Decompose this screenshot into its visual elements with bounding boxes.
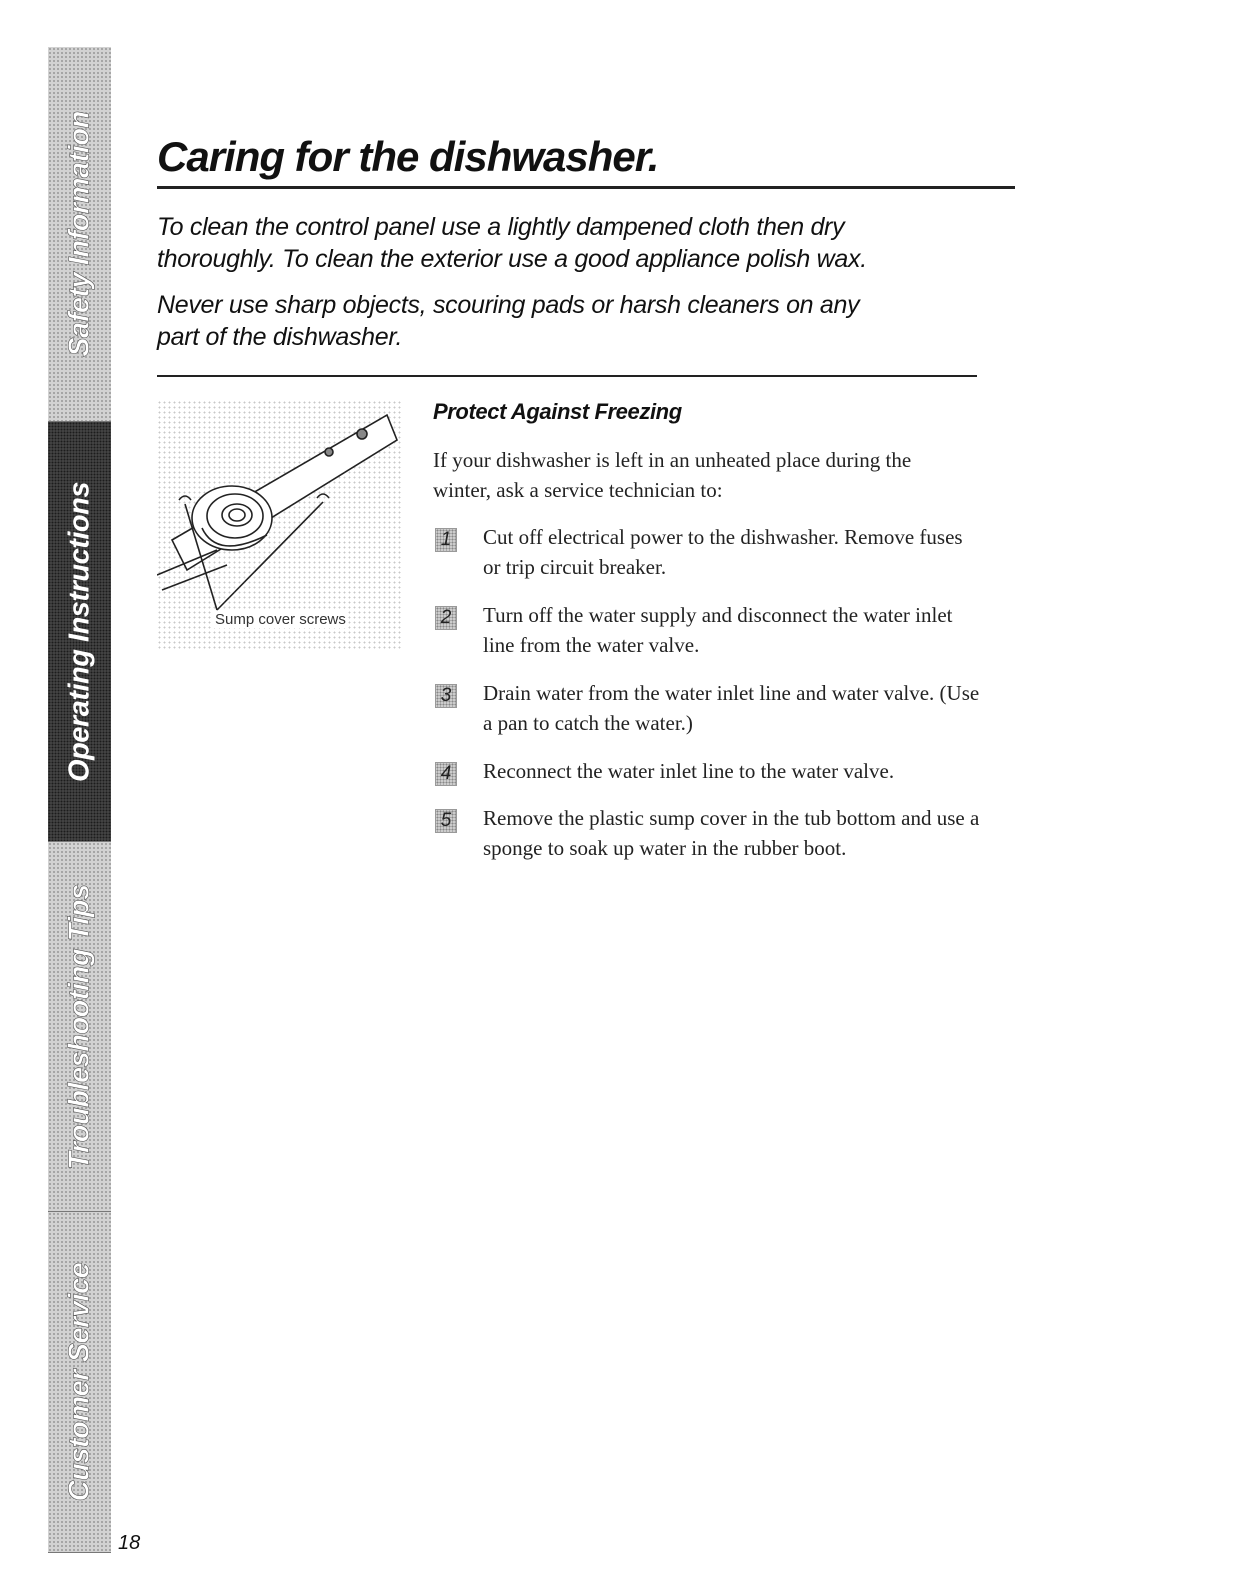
- title-rule: [157, 186, 1015, 189]
- page-title: Caring for the dishwasher.: [157, 133, 659, 180]
- tab-label: Customer Service: [63, 1262, 95, 1502]
- intro-paragraph-warning: Never use sharp objects, scouring pads or harsh cleaners on any part of the dishwasher.: [157, 291, 860, 351]
- tab-customer-service[interactable]: [48, 1212, 111, 1553]
- tab-label: Troubleshooting Tips: [63, 883, 95, 1170]
- intro-paragraph-cleaning: To clean the control panel use a lightly dampened cloth then dry thoroughly. To clean the exterior use a good appliance polish wax.: [157, 213, 867, 273]
- step-number-badge: 3: [435, 684, 457, 708]
- tab-troubleshooting-tips[interactable]: [48, 842, 111, 1212]
- tab-safety-information[interactable]: [48, 47, 111, 422]
- step-number-badge: 5: [435, 809, 457, 833]
- freezing-intro: If your dishwasher is left in an unheated place during the winter, ask a service technician to:: [433, 448, 912, 502]
- figure-caption: Sump cover screws: [215, 611, 346, 628]
- freezing-heading: Protect Against Freezing: [433, 399, 682, 424]
- page-number: 18: [118, 1532, 141, 1554]
- sidebar-tabs: [48, 47, 111, 1553]
- step-number-badge: 4: [435, 762, 457, 786]
- step-number-badge: 2: [435, 606, 457, 630]
- step-text: Cut off electrical power to the dishwasher. Remove fuses or trip circuit breaker.: [483, 525, 963, 579]
- step-number-badge: 1: [435, 528, 457, 552]
- step-text: Reconnect the water inlet line to the water valve.: [483, 759, 895, 783]
- tab-operating-instructions[interactable]: [48, 422, 111, 842]
- section-rule: [157, 375, 977, 377]
- tab-label: Safety Information: [63, 111, 95, 357]
- sump-cover-figure: [157, 400, 402, 650]
- step-text: Remove the plastic sump cover in the tub bottom and use a sponge to soak up water in the rubber boot.: [483, 806, 980, 860]
- tab-label: Operating Instructions: [63, 481, 95, 782]
- step-text: Turn off the water supply and disconnect the water inlet line from the water valve.: [483, 603, 953, 657]
- step-text: Drain water from the water inlet line and water valve. (Use a pan to catch the water.): [483, 681, 980, 735]
